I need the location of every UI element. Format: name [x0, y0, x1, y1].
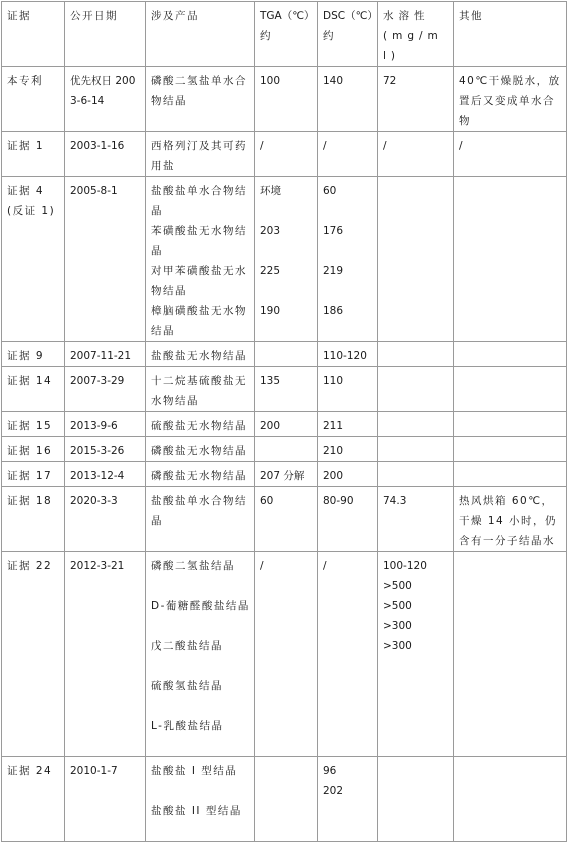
cell-product-line: 对甲苯磺酸盐无水物结晶: [151, 265, 247, 297]
cell-solubility-line: >500: [383, 600, 412, 612]
cell-date: 优先权日 2003-6-14: [65, 67, 146, 132]
cell-tga: [255, 132, 318, 177]
cell-product-line: 戊二酸盐结晶: [151, 640, 223, 652]
cell-evidence: 证据 24: [2, 757, 65, 842]
cell-date: 2013-9-6: [65, 412, 146, 437]
cell-product: [146, 412, 255, 437]
cell-solubility-line: >300: [383, 620, 412, 632]
cell-evidence: 本专利: [2, 67, 65, 132]
cell-dsc: [318, 132, 378, 177]
cell-solubility-line: /: [383, 140, 387, 152]
cell-dsc-line: /: [323, 560, 327, 572]
cell-product-line: 硫酸氢盐结晶: [151, 680, 223, 692]
cell-product-line: 盐酸盐单水合物结晶: [151, 185, 247, 217]
cell-dsc-line: 60: [323, 185, 337, 197]
cell-tga: [255, 67, 318, 132]
cell-tga-line: 60: [260, 495, 274, 507]
cell-dsc-line: 186: [323, 305, 344, 317]
cell-dsc: [318, 367, 378, 412]
cell-dsc-line: 176: [323, 225, 344, 237]
table-row: [2, 67, 567, 132]
cell-product-line: 十二烷基硫酸盐无水物结晶: [151, 375, 247, 407]
cell-solubility-line: 72: [383, 75, 397, 87]
header-row: [2, 2, 567, 67]
table-row: [2, 342, 567, 367]
cell-tga: [255, 177, 318, 342]
cell-other: [454, 177, 567, 342]
cell-product: [146, 177, 255, 342]
cell-tga: [255, 757, 318, 842]
cell-solubility-line: >300: [383, 640, 412, 652]
cell-dsc: [318, 437, 378, 462]
cell-product-line: 磷酸二氢盐结晶: [151, 560, 235, 572]
cell-dsc: [318, 462, 378, 487]
cell-dsc-line: 96: [323, 765, 337, 777]
cell-product: [146, 342, 255, 367]
cell-other: [454, 757, 567, 842]
cell-tga: [255, 412, 318, 437]
cell-product-line: 盐酸盐单水合物结晶: [151, 495, 247, 527]
cell-dsc: [318, 412, 378, 437]
cell-solubility: [378, 552, 454, 757]
cell-solubility: [378, 67, 454, 132]
cell-dsc-line: 200: [323, 470, 344, 482]
table-row: [2, 552, 567, 757]
cell-product: [146, 132, 255, 177]
cell-tga: [255, 342, 318, 367]
header-solubility: 水溶性(mg/ml): [378, 2, 454, 67]
cell-product-line: 苯磺酸盐无水物结晶: [151, 225, 247, 257]
cell-tga-line: /: [260, 140, 264, 152]
table-row: [2, 177, 567, 342]
cell-dsc-line: 140: [323, 75, 344, 87]
cell-product-line: 硫酸盐无水物结晶: [151, 420, 247, 432]
cell-solubility: [378, 132, 454, 177]
cell-product-line: L-乳酸盐结晶: [151, 720, 224, 732]
cell-product: [146, 367, 255, 412]
cell-tga-line: 203: [260, 225, 281, 237]
evidence-table: [1, 1, 567, 842]
table-row: [2, 437, 567, 462]
cell-other: 40℃干燥脱水，放置后又变成单水合物: [454, 67, 567, 132]
cell-solubility-line: 100-120: [383, 560, 427, 572]
cell-other: [454, 462, 567, 487]
cell-date: 2007-11-21: [65, 342, 146, 367]
table-row: [2, 132, 567, 177]
cell-date: 2010-1-7: [65, 757, 146, 842]
cell-solubility-line: >500: [383, 580, 412, 592]
cell-other: [454, 552, 567, 757]
cell-product-line: 磷酸二氢盐单水合物结晶: [151, 75, 247, 107]
cell-solubility: [378, 367, 454, 412]
cell-solubility: [378, 437, 454, 462]
table-row: [2, 462, 567, 487]
cell-date: 2020-3-3: [65, 487, 146, 552]
header-date: 公开日期: [65, 2, 146, 67]
table-row: [2, 367, 567, 412]
cell-evidence: 证据 14: [2, 367, 65, 412]
cell-product-line: D-葡糖醛酸盐结晶: [151, 600, 250, 612]
header-dsc: DSC（℃）约: [318, 2, 378, 67]
cell-other: [454, 412, 567, 437]
cell-evidence: 证据 17: [2, 462, 65, 487]
table-row: [2, 412, 567, 437]
cell-product: [146, 462, 255, 487]
cell-dsc-line: /: [323, 140, 327, 152]
cell-product: [146, 487, 255, 552]
cell-tga: [255, 487, 318, 552]
cell-date: 2005-8-1: [65, 177, 146, 342]
cell-product-line: 盐酸盐无水物结晶: [151, 350, 247, 362]
cell-dsc-line: 80-90: [323, 495, 354, 507]
cell-date: 2013-12-4: [65, 462, 146, 487]
cell-product-line: 樟脑磺酸盐无水物结晶: [151, 305, 247, 337]
cell-dsc: [318, 177, 378, 342]
cell-evidence: 证据 1: [2, 132, 65, 177]
cell-product: [146, 67, 255, 132]
cell-dsc: [318, 487, 378, 552]
header-tga: TGA（℃）约: [255, 2, 318, 67]
cell-other: [454, 367, 567, 412]
cell-solubility: [378, 412, 454, 437]
cell-other: [454, 342, 567, 367]
cell-dsc: [318, 552, 378, 757]
cell-evidence: 证据 15: [2, 412, 65, 437]
cell-other: /: [454, 132, 567, 177]
cell-dsc: [318, 342, 378, 367]
header-evidence: 证据: [2, 2, 65, 67]
cell-tga: [255, 462, 318, 487]
cell-evidence: 证据 22: [2, 552, 65, 757]
cell-product-line: 西格列汀及其可药用盐: [151, 140, 247, 172]
cell-evidence: 证据 18: [2, 487, 65, 552]
cell-other: [454, 437, 567, 462]
cell-tga-line: 135: [260, 375, 281, 387]
cell-solubility: [378, 462, 454, 487]
cell-tga: [255, 437, 318, 462]
cell-dsc-line: 210: [323, 445, 344, 457]
cell-evidence: 证据 4(反证 1): [2, 177, 65, 342]
cell-product-line: 磷酸盐无水物结晶: [151, 470, 247, 482]
cell-tga-line: /: [260, 560, 264, 572]
cell-product: [146, 437, 255, 462]
header-other: 其他: [454, 2, 567, 67]
cell-evidence: 证据 9: [2, 342, 65, 367]
cell-product: [146, 552, 255, 757]
cell-product-line: 盐酸盐 II 型结晶: [151, 805, 242, 817]
cell-solubility: [378, 757, 454, 842]
cell-dsc: [318, 67, 378, 132]
cell-solubility: [378, 487, 454, 552]
cell-tga-line: 100: [260, 75, 281, 87]
cell-dsc-line: 110: [323, 375, 344, 387]
cell-product-line: 盐酸盐 I 型结晶: [151, 765, 238, 777]
table-row: [2, 757, 567, 842]
cell-tga: [255, 367, 318, 412]
cell-date: 2003-1-16: [65, 132, 146, 177]
header-product: 涉及产品: [146, 2, 255, 67]
cell-tga: [255, 552, 318, 757]
cell-dsc: [318, 757, 378, 842]
cell-date: 2007-3-29: [65, 367, 146, 412]
cell-tga-line: 225: [260, 265, 281, 277]
cell-date: 2012-3-21: [65, 552, 146, 757]
cell-dsc-line: 219: [323, 265, 344, 277]
cell-product: [146, 757, 255, 842]
cell-tga-line: 190: [260, 305, 281, 317]
cell-tga-line: 207 分解: [260, 470, 305, 482]
cell-product-line: 磷酸盐无水物结晶: [151, 445, 247, 457]
cell-dsc-line: 110-120: [323, 350, 367, 362]
cell-dsc-line: 202: [323, 785, 344, 797]
cell-solubility: [378, 177, 454, 342]
cell-other: 热风烘箱 60℃，干燥 14 小时，仍含有一分子结晶水: [454, 487, 567, 552]
cell-tga-line: 200: [260, 420, 281, 432]
cell-solubility: [378, 342, 454, 367]
cell-tga-line: 环境: [260, 185, 281, 197]
table-row: [2, 487, 567, 552]
cell-evidence: 证据 16: [2, 437, 65, 462]
cell-date: 2015-3-26: [65, 437, 146, 462]
cell-solubility-line: 74.3: [383, 495, 407, 507]
cell-dsc-line: 211: [323, 420, 344, 432]
